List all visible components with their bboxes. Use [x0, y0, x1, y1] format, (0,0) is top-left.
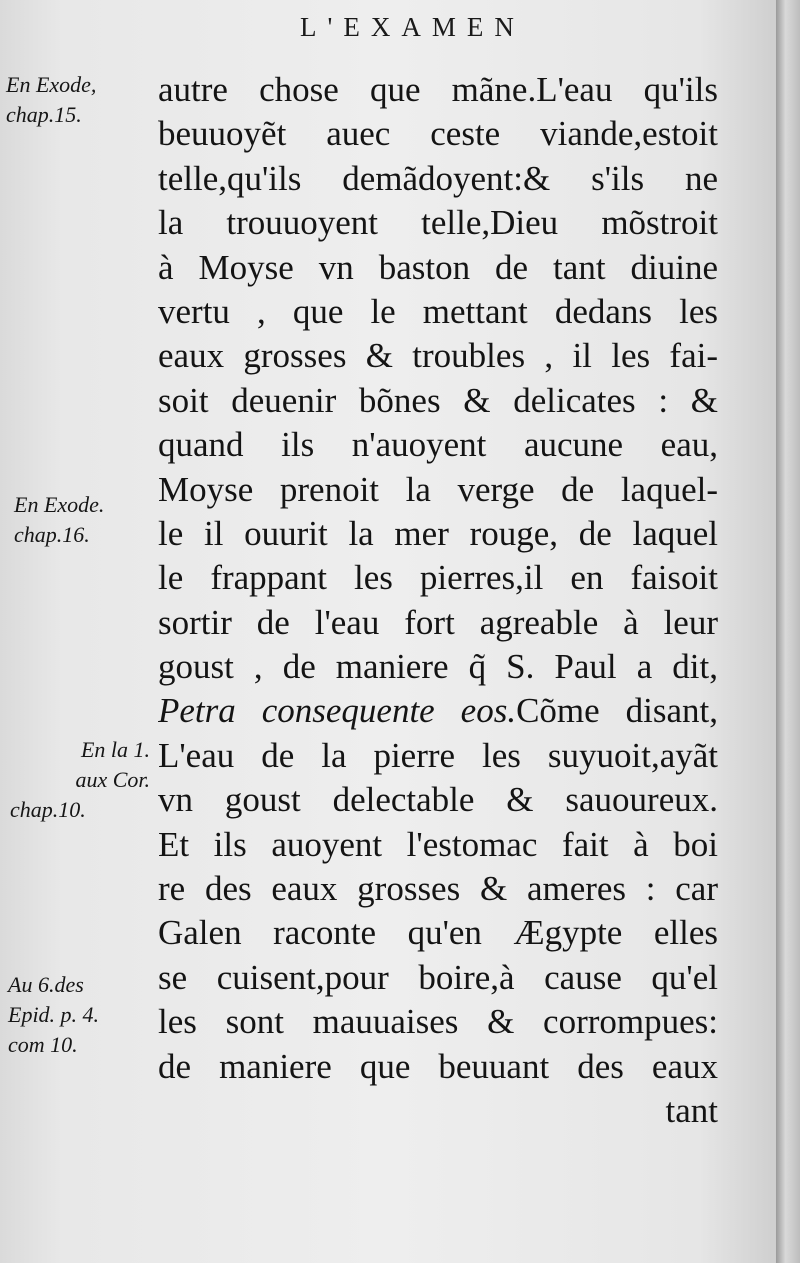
margin-note-line: En Exode. [14, 492, 105, 517]
margin-note-line: aux Cor. [75, 767, 150, 792]
text-line: telle,qu'ils demãdoyent:& s'ils ne [158, 158, 718, 198]
margin-note-line: En la 1. [80, 737, 150, 762]
text-line: L'eau de la pierre les suyuoit,ayãt [158, 735, 718, 775]
text-line: re des eaux grosses & ameres : car [158, 869, 718, 909]
text-line: de maniere que beuuant des eaux [158, 1046, 718, 1086]
text-line: Moyse prenoit la verge de laquel- [158, 469, 718, 509]
text-line: la trouuoyent telle,Dieu mõstroit [158, 203, 718, 243]
text-line: vn goust delectable & sauoureux. [158, 780, 718, 820]
text-line: goust , de maniere q̃ S. Paul a dit, [158, 647, 718, 687]
margin-note-line: chap.15. [6, 102, 82, 127]
margin-note-galen [8, 970, 99, 1060]
text-line: sortir de l'eau fort agreable à leur [158, 602, 718, 642]
margin-note-exode-15 [6, 70, 96, 130]
margin-note-line: Au 6.des [8, 972, 84, 997]
text-line: à Moyse vn baston de tant diuine [158, 247, 718, 287]
catchword: tant [665, 1090, 718, 1130]
main-text [158, 68, 718, 1133]
text-fragment: Cõme disant, [516, 691, 718, 731]
latin-quote: Petra consequente eos. [158, 691, 517, 731]
text-line: vertu , que le mettant dedans les [158, 291, 718, 331]
margin-note-line: Epid. p. 4. [8, 1002, 100, 1027]
text-line: soit deuenir bõnes & delicates : & [158, 380, 718, 420]
margin-notes [0, 0, 150, 1263]
text-line: beuuoyẽt auec ceste viande,estoit [158, 114, 718, 154]
text-line: se cuisent,pour boire,à cause qu'el [158, 957, 718, 997]
page-edge [776, 0, 800, 1263]
text-line: quand ils n'auoyent aucune eau, [158, 425, 718, 465]
text-line-with-quote [158, 689, 718, 733]
margin-note-line: En Exode, [6, 72, 97, 97]
margin-note-exode-16 [14, 490, 104, 550]
margin-note-line: chap.16. [14, 522, 90, 547]
text-line: le il ouurit la mer rouge, de laquel [158, 513, 718, 553]
text-line: Et ils auoyent l'estomac fait à boi [158, 824, 718, 864]
running-head: L'EXAMEN [300, 12, 525, 42]
margin-note-line: com 10. [8, 1032, 78, 1057]
text-line: les sont mauuaises & corrompues: [158, 1002, 718, 1042]
margin-note-line: chap.10. [10, 797, 86, 822]
text-line: autre chose que mãne.L'eau qu'ils [158, 70, 718, 109]
margin-note-corinthians [10, 735, 150, 825]
text-line: Galen raconte qu'en Ægypte elles [158, 913, 718, 953]
text-line: eaux grosses & troubles , il les fai- [158, 336, 718, 376]
text-line: le frappant les pierres,il en faisoit [158, 558, 718, 598]
